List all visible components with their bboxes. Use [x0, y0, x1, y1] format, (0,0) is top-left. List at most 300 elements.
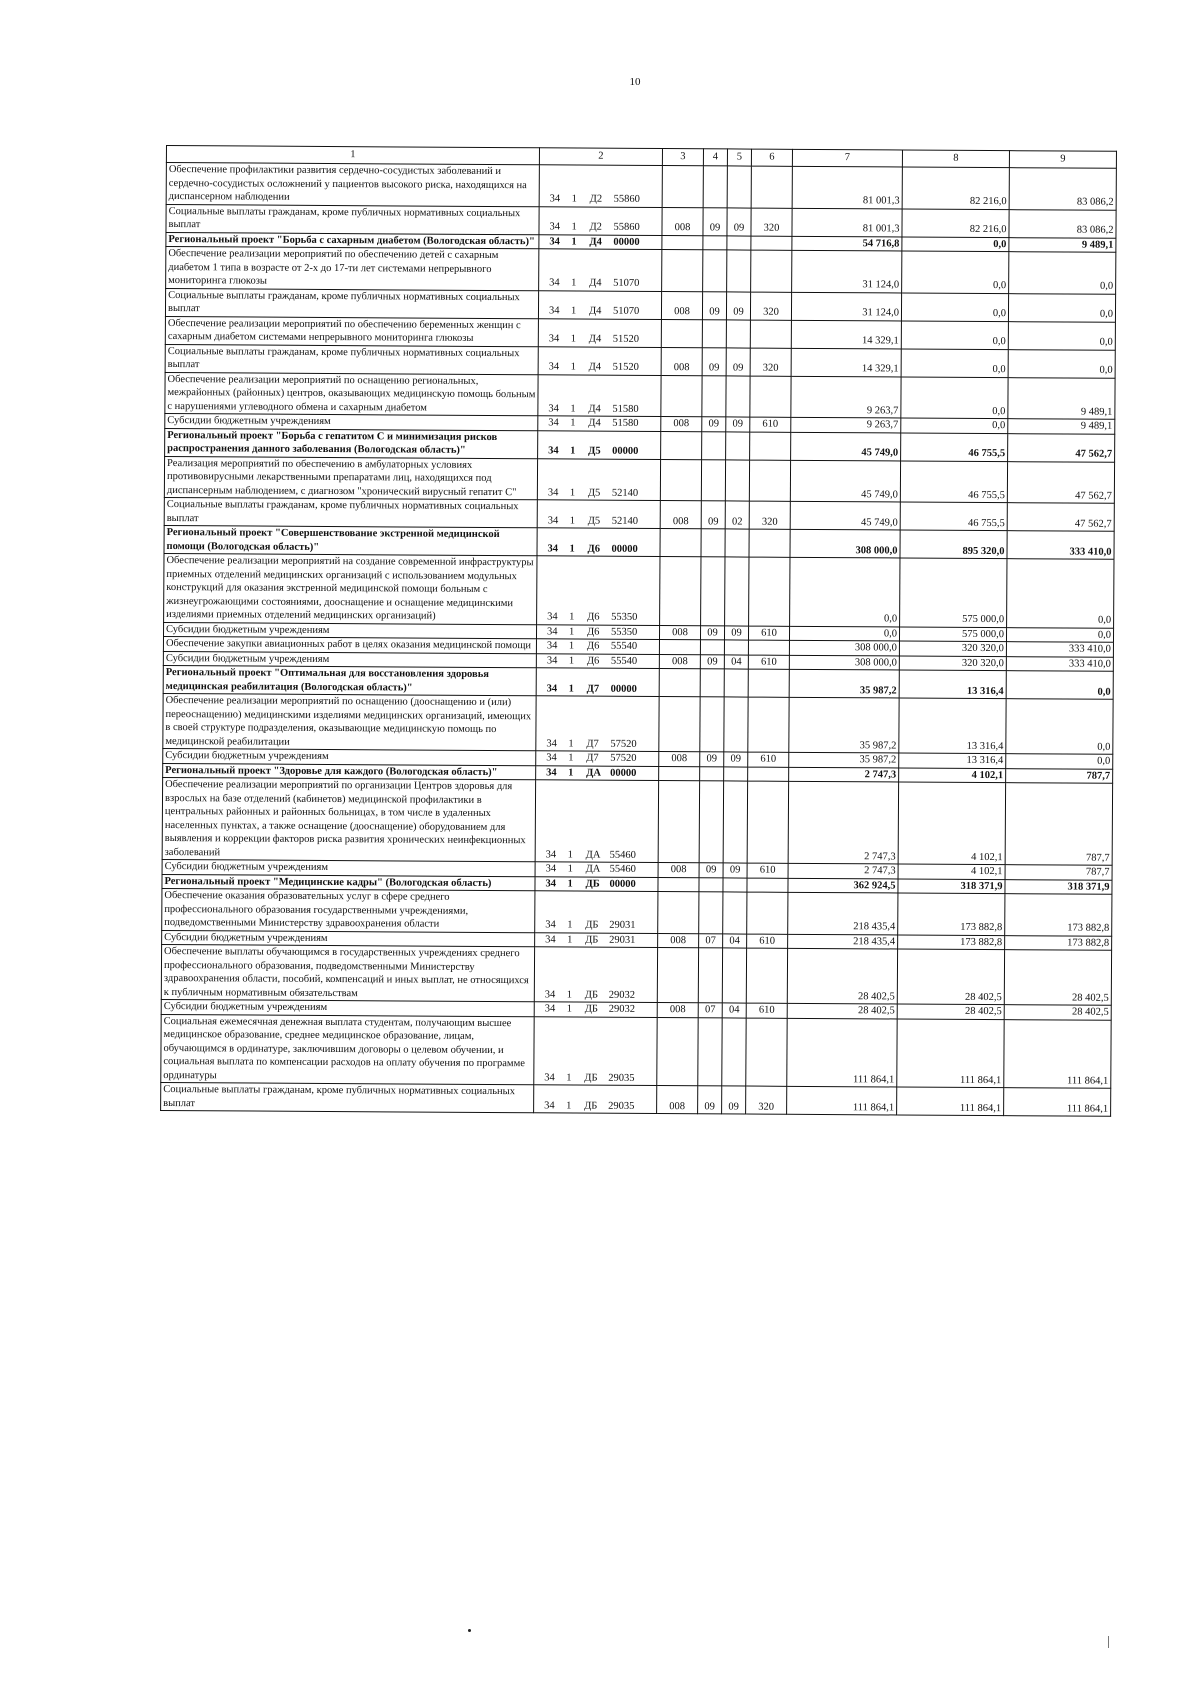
code-type: 1	[568, 752, 574, 764]
row-amount-col8: 46 755,5	[900, 460, 1007, 502]
row-amount-col8: 28 402,5	[897, 1004, 1004, 1019]
row-name: Субсидии бюджетным учреждениям	[162, 930, 535, 947]
row-subsection	[723, 877, 747, 892]
row-target-article	[535, 862, 658, 877]
row-section: 09	[702, 291, 726, 319]
row-grbs: 008	[662, 207, 703, 235]
row-grbs	[660, 557, 701, 626]
row-amount-col8: 0,0	[901, 320, 1008, 349]
code-direction: 00000	[609, 878, 636, 890]
row-subsection	[724, 766, 748, 781]
row-amount-col8: 173 882,8	[898, 893, 1005, 935]
row-section	[700, 697, 724, 752]
code-direction: 00000	[612, 445, 639, 457]
row-name: Обеспечение закупки авиационных работ в целях оказания медицинской помощи	[163, 636, 536, 653]
code-project: Д4	[588, 403, 601, 415]
row-section	[701, 529, 725, 557]
code-program: 34	[546, 752, 557, 764]
row-section: 09	[701, 501, 725, 529]
code-type: 1	[568, 640, 575, 652]
row-section: 09	[702, 347, 726, 375]
row-subsection	[722, 948, 746, 1003]
code-project: ДБ	[584, 1003, 598, 1015]
row-amount-col9: 173 882,8	[1005, 894, 1112, 936]
code-program: 34	[549, 193, 561, 205]
row-name: Социальные выплаты гражданам, кроме публичных нормативных социальных выплат	[165, 288, 538, 318]
row-section: 09	[700, 752, 724, 767]
code-program: 34	[548, 445, 559, 457]
row-expense-type: 610	[750, 417, 791, 432]
row-amount-col8: 0,0	[901, 376, 1008, 418]
row-expense-type	[747, 892, 788, 934]
row-amount-col9: 28 402,5	[1004, 950, 1111, 1006]
row-subsection	[727, 166, 751, 208]
row-target-article	[537, 458, 660, 500]
code-type: 1	[570, 402, 576, 415]
row-amount-col8: 0,0	[901, 292, 1008, 321]
row-expense-type	[747, 781, 789, 863]
row-amount-col7: 2 747,3	[789, 767, 899, 782]
row-section	[698, 1017, 722, 1086]
row-name: Субсидии бюджетным учреждениям	[163, 748, 536, 765]
code-program: 34	[547, 542, 559, 554]
code-type: 1	[571, 277, 577, 289]
code-project: ДБ	[585, 919, 599, 931]
code-type: 1	[570, 305, 577, 317]
table-row	[166, 163, 1116, 210]
code-project: Д6	[587, 611, 600, 623]
row-amount-col7: 2 747,3	[788, 863, 898, 878]
row-amount-col9: 0,0	[1006, 627, 1113, 642]
code-direction: 55350	[611, 611, 638, 623]
code-direction: 51070	[613, 277, 640, 289]
header-cell-3: 3	[662, 149, 703, 166]
code-program: 34	[546, 737, 557, 749]
row-subsection: 04	[724, 654, 748, 669]
header-cell-6: 6	[751, 149, 792, 166]
row-expense-type: 610	[747, 863, 788, 878]
code-direction: 29035	[608, 1072, 635, 1084]
code-program: 34	[544, 1099, 555, 1111]
row-subsection	[726, 319, 750, 347]
row-expense-type: 610	[746, 1003, 787, 1018]
row-name: Субсидии бюджетным учреждениям	[163, 622, 536, 639]
row-expense-type	[751, 166, 792, 208]
row-grbs	[659, 766, 700, 781]
row-grbs	[658, 877, 699, 892]
row-amount-col9: 0,0	[1006, 671, 1113, 700]
row-target-article	[536, 765, 659, 780]
code-type: 1	[566, 1099, 572, 1111]
row-target-article	[537, 500, 660, 529]
row-target-article	[536, 751, 659, 766]
row-amount-col7: 28 402,5	[787, 1003, 897, 1018]
row-subsection: 04	[722, 1003, 746, 1018]
row-target-article	[538, 318, 661, 347]
row-expense-type: 320	[749, 501, 790, 529]
row-section	[703, 166, 727, 208]
row-subsection: 09	[722, 1086, 746, 1114]
row-subsection	[723, 781, 748, 863]
code-program: 34	[544, 988, 556, 1000]
row-amount-col8: 4 102,1	[898, 782, 1005, 865]
code-program: 34	[549, 235, 560, 247]
row-name: Обеспечение оказания образовательных услуг в сфере среднего профессионального образования государственными учреждениями, подведомственными Министерству здравоохранения области	[162, 888, 535, 932]
code-project: Д5	[588, 445, 601, 457]
row-amount-col9: 318 371,9	[1005, 879, 1112, 894]
row-section	[699, 892, 723, 934]
code-program: 34	[544, 1003, 556, 1015]
row-grbs: 008	[657, 1086, 698, 1114]
code-type: 1	[567, 848, 573, 860]
row-amount-col8: 0,0	[902, 236, 1009, 251]
row-amount-col9: 83 086,2	[1009, 168, 1116, 210]
row-expense-type	[746, 1018, 787, 1087]
row-expense-type: 320	[746, 1086, 787, 1114]
row-grbs	[659, 640, 700, 655]
code-project: Д4	[588, 361, 602, 373]
row-amount-col8: 320 320,0	[899, 655, 1006, 670]
row-target-article	[534, 1085, 657, 1114]
row-grbs	[658, 781, 700, 863]
row-amount-col9: 0,0	[1006, 754, 1113, 769]
row-amount-col8: 895 320,0	[900, 530, 1007, 559]
row-name: Региональный проект "Совершенствование экстренной медицинской помощи (Вологодская область)"	[164, 525, 537, 555]
row-amount-col9: 787,7	[1005, 783, 1112, 866]
header-cell-2: 2	[539, 148, 662, 166]
table-row	[166, 247, 1116, 294]
row-amount-col9: 787,7	[1006, 768, 1113, 783]
row-amount-col7: 45 749,0	[790, 501, 900, 530]
header-cell-9: 9	[1009, 151, 1116, 169]
row-amount-col9: 333 410,0	[1007, 531, 1114, 560]
row-name: Региональный проект "Оптимальная для восстановления здоровья медицинская реабилитация (Вологодская область)"	[163, 665, 536, 695]
code-type: 1	[571, 235, 577, 248]
row-grbs	[658, 892, 699, 934]
row-grbs: 008	[660, 501, 701, 529]
code-direction: 57520	[610, 738, 637, 750]
row-grbs	[659, 669, 700, 697]
row-expense-type: 610	[748, 626, 789, 641]
code-direction: 55460	[609, 849, 636, 861]
row-name: Обеспечение профилактики развития сердечно-сосудистых заболеваний и сердечно-сосудистых осложнений у пациентов высокого риска, находящихся на диспансерном наблюдении	[166, 163, 539, 207]
row-name: Социальные выплаты гражданам, кроме публичных нормативных социальных выплат	[165, 344, 538, 374]
row-section: 09	[700, 625, 724, 640]
row-amount-col7: 0,0	[790, 557, 900, 626]
row-section	[698, 948, 722, 1003]
row-amount-col8: 320 320,0	[899, 641, 1006, 656]
code-direction: 52140	[611, 515, 638, 527]
table-row	[164, 456, 1114, 503]
row-expense-type	[750, 376, 791, 418]
row-amount-col8: 111 864,1	[897, 1018, 1004, 1087]
row-target-article	[535, 780, 658, 863]
row-section	[700, 669, 724, 697]
row-expense-type	[749, 557, 790, 626]
row-amount-col7: 35 987,2	[789, 669, 899, 698]
row-target-article	[538, 290, 661, 319]
row-expense-type	[749, 460, 790, 502]
code-project: Д7	[586, 738, 599, 750]
code-program: 34	[547, 611, 558, 623]
row-name: Субсидии бюджетным учреждениям	[161, 999, 534, 1016]
row-name: Субсидии бюджетным учреждениям	[165, 413, 538, 430]
row-grbs: 008	[661, 417, 702, 432]
code-direction: 51070	[612, 305, 640, 317]
row-grbs	[661, 431, 702, 459]
row-expense-type	[749, 529, 790, 557]
row-subsection: 09	[723, 863, 747, 878]
row-subsection: 02	[725, 501, 749, 529]
row-section	[703, 250, 727, 292]
row-section	[701, 557, 725, 626]
row-subsection	[727, 250, 751, 292]
row-expense-type	[750, 432, 791, 460]
code-direction: 55860	[613, 221, 640, 233]
table-row	[161, 944, 1111, 1005]
table-row	[161, 1082, 1111, 1116]
code-type: 1	[569, 542, 575, 555]
code-direction: 51580	[612, 403, 639, 415]
row-amount-col9: 47 562,7	[1007, 461, 1114, 503]
row-grbs	[661, 319, 702, 347]
code-type: 1	[568, 737, 574, 750]
row-grbs: 008	[659, 654, 700, 669]
row-amount-col7: 111 864,1	[787, 1018, 897, 1087]
row-amount-col9: 9 489,1	[1008, 419, 1115, 434]
scan-speck	[468, 1629, 471, 1632]
code-program: 34	[545, 877, 557, 889]
row-grbs	[662, 166, 703, 208]
row-target-article	[536, 639, 659, 654]
row-amount-col8: 4 102,1	[898, 864, 1005, 879]
row-amount-col7: 81 001,3	[792, 208, 902, 237]
row-amount-col9: 0,0	[1008, 349, 1115, 378]
code-program: 34	[547, 514, 559, 526]
row-name: Обеспечение реализации мероприятий на создание современной инфраструктуры приемных отделений медицинских организаций с использованием модульных конструкций для оказания экстренной медицинской помощи больным с жизнеугрожающими состояниями, дооснащение и оснащение медицинскими изделиями приемных отделений медицинских организаций)	[164, 553, 537, 624]
code-project: Д4	[589, 236, 602, 248]
code-direction: 51520	[612, 361, 639, 373]
row-subsection: 04	[723, 933, 747, 948]
code-program: 34	[545, 848, 557, 860]
row-name: Обеспечение выплаты обучающимся в государственных учреждениях среднего профессионального образования, подведомственными Министерству здравоохранения области, пособий, компенсаций и иных выплат, не относящихся к публичным нормативным обязательствам	[161, 944, 534, 1001]
row-amount-col7: 31 124,0	[792, 250, 902, 292]
row-grbs	[661, 375, 702, 417]
row-name: Обеспечение реализации мероприятий по обеспечению детей с сахарным диабетом 1 типа в возрасте от 2-х до 17-ти лет системами непрерывного мониторинга глюкозы	[166, 247, 539, 291]
row-expense-type: 320	[750, 348, 791, 376]
code-project: Д7	[586, 683, 600, 695]
row-amount-col7: 35 987,2	[789, 752, 899, 767]
code-type: 1	[567, 863, 573, 875]
code-program: 34	[548, 305, 560, 317]
row-amount-col9: 173 882,8	[1005, 935, 1112, 950]
row-amount-col9: 9 489,1	[1008, 377, 1115, 419]
row-subsection	[722, 1017, 746, 1086]
row-target-article	[534, 1016, 657, 1085]
code-type: 1	[566, 988, 573, 1000]
row-subsection	[724, 669, 748, 697]
code-direction: 29032	[608, 1003, 636, 1015]
row-amount-col7: 2 747,3	[788, 781, 898, 864]
row-amount-col7: 218 435,4	[788, 892, 898, 934]
code-direction: 00000	[611, 543, 638, 555]
row-amount-col7: 28 402,5	[787, 948, 897, 1004]
row-expense-type	[751, 236, 792, 251]
row-target-article	[534, 1002, 657, 1017]
code-project: Д2	[589, 193, 603, 205]
row-subsection: 09	[724, 625, 748, 640]
row-amount-col9: 333 410,0	[1006, 656, 1113, 671]
code-project: Д6	[586, 640, 600, 652]
row-amount-col8: 13 316,4	[899, 670, 1006, 699]
code-direction: 55460	[609, 863, 636, 875]
code-program: 34	[546, 766, 557, 778]
row-target-article	[538, 346, 661, 375]
code-direction: 51520	[612, 333, 640, 345]
row-name: Субсидии бюджетным учреждениям	[162, 859, 535, 876]
table-row	[162, 888, 1112, 935]
code-type: 1	[571, 221, 577, 233]
row-grbs	[662, 235, 703, 250]
row-grbs: 008	[658, 933, 699, 948]
row-section: 07	[699, 933, 723, 948]
code-project: ДА	[585, 863, 601, 875]
code-program: 34	[545, 933, 556, 945]
row-section	[699, 877, 723, 892]
row-amount-col9: 83 086,2	[1009, 209, 1116, 238]
row-target-article	[539, 234, 662, 249]
code-project: ДА	[585, 849, 601, 861]
table-row	[162, 777, 1112, 865]
code-type: 1	[566, 1003, 573, 1015]
row-target-article	[538, 374, 661, 416]
code-project: ДА	[586, 767, 602, 779]
code-program: 34	[548, 402, 559, 414]
row-amount-col7: 111 864,1	[787, 1086, 897, 1115]
row-subsection	[727, 235, 751, 250]
row-section: 09	[702, 417, 726, 432]
code-direction: 55540	[610, 655, 638, 667]
row-amount-col8: 46 755,5	[901, 432, 1008, 461]
row-grbs	[659, 697, 700, 752]
row-amount-col8: 318 371,9	[898, 878, 1005, 893]
code-project: ДБ	[584, 1072, 598, 1084]
row-amount-col8: 82 216,0	[902, 208, 1009, 237]
row-amount-col8: 13 316,4	[899, 753, 1006, 768]
row-amount-col8: 82 216,0	[902, 167, 1009, 209]
row-name: Социальная ежемесячная денежная выплата студентам, получающим высшее медицинское образование, среднее медицинское образование, лицам, обучающимся в ординатуре, заключившим договоры о целевом обучении, и социальная выплата по компенсации расходов на оплату обучения по программе ординатуры	[161, 1014, 534, 1085]
code-project: Д4	[588, 333, 602, 345]
code-program: 34	[546, 640, 558, 652]
code-direction: 55860	[613, 193, 640, 205]
row-amount-col7: 14 329,1	[791, 348, 901, 377]
row-grbs: 008	[661, 291, 702, 319]
row-expense-type: 320	[751, 208, 792, 236]
row-amount-col9: 47 562,7	[1008, 433, 1115, 462]
row-subsection	[724, 640, 748, 655]
row-target-article	[535, 932, 658, 947]
row-name: Обеспечение реализации мероприятий по организации Центров здоровья для взрослых на базе отделений (кабинетов) медицинской профилактики в центральных районных и районных больницах, в том числе в удаленных населенных пунктах, а также оснащение (дооснащение) оборудованием для выявления и коррекции факторов риска развития хронических неинфекционных заболеваний	[162, 777, 535, 861]
code-type: 1	[569, 486, 576, 499]
table-row	[165, 372, 1115, 419]
code-project: Д4	[588, 417, 601, 429]
row-amount-col8: 0,0	[902, 251, 1009, 293]
row-grbs	[660, 529, 701, 557]
row-amount-col8: 0,0	[901, 418, 1008, 433]
row-expense-type: 320	[750, 292, 791, 320]
row-subsection	[726, 375, 750, 417]
row-expense-type: 610	[748, 752, 789, 767]
row-subsection: 09	[726, 417, 750, 432]
row-section: 09	[700, 654, 724, 669]
table-row	[163, 693, 1113, 754]
code-program: 34	[548, 361, 560, 373]
row-name: Обеспечение реализации мероприятий по обеспечению беременных женщин с сахарным диабетом системами непрерывного мониторинга глюкозы	[165, 316, 538, 346]
row-amount-col7: 308 000,0	[789, 655, 899, 670]
row-expense-type	[747, 878, 788, 893]
code-direction: 00000	[610, 683, 637, 695]
row-amount-col7: 35 987,2	[789, 697, 899, 753]
code-type: 1	[570, 445, 576, 457]
page-number: 10	[629, 76, 641, 88]
code-project: Д7	[586, 752, 599, 764]
row-name: Обеспечение реализации мероприятий по оснащению (дооснащению и (или) переоснащению) медицинскими изделиями медицинских организаций, имеющих в своей структуре подразделения, оказывающие медицинскую помощь по медицинской реабилитации	[163, 693, 536, 750]
code-direction: 57520	[610, 752, 637, 764]
row-amount-col7: 218 435,4	[788, 934, 898, 949]
code-program: 34	[549, 221, 561, 233]
row-target-article	[539, 249, 662, 291]
code-type: 1	[569, 611, 575, 623]
code-type: 1	[567, 919, 573, 931]
row-subsection: 09	[726, 291, 750, 319]
code-type: 1	[568, 682, 574, 695]
row-amount-col7: 54 716,8	[792, 236, 902, 251]
row-section: 07	[698, 1003, 722, 1018]
row-subsection	[725, 557, 749, 626]
row-amount-col8: 575 000,0	[899, 626, 1006, 641]
code-direction: 29031	[609, 919, 636, 931]
row-target-article	[538, 430, 661, 459]
code-direction: 29035	[608, 1100, 635, 1112]
code-project: Д5	[587, 515, 601, 527]
row-amount-col9: 333 410,0	[1006, 642, 1113, 657]
row-amount-col8: 111 864,1	[897, 1087, 1004, 1116]
code-direction: 52140	[611, 487, 639, 499]
row-amount-col7: 9 263,7	[791, 417, 901, 432]
row-expense-type	[751, 250, 792, 292]
row-amount-col9: 28 402,5	[1004, 1005, 1111, 1020]
row-amount-col7: 45 749,0	[790, 460, 900, 502]
row-amount-col9: 0,0	[1009, 252, 1116, 294]
row-amount-col8: 173 882,8	[898, 934, 1005, 949]
table-row	[161, 1014, 1111, 1088]
row-name: Реализация мероприятий по обеспечению в амбулаторных условиях противовирусными лекарственными препаратами лиц, находящихся под диспансерным наблюдением, с диагнозом "хронический вирусный гепатит С"	[164, 456, 537, 500]
header-cell-4: 4	[703, 149, 727, 166]
budget-table-wrapper	[160, 145, 1116, 1117]
row-section	[700, 766, 724, 781]
budget-table	[160, 145, 1117, 1117]
row-grbs	[657, 1017, 698, 1086]
code-project: ДБ	[585, 878, 600, 890]
code-type: 1	[569, 514, 575, 527]
code-program: 34	[548, 333, 560, 345]
row-target-article	[539, 165, 662, 207]
code-type: 1	[566, 1071, 572, 1083]
row-section: 09	[703, 207, 727, 235]
row-subsection	[724, 697, 748, 752]
row-amount-col8: 4 102,1	[899, 767, 1006, 782]
row-grbs	[662, 250, 703, 292]
